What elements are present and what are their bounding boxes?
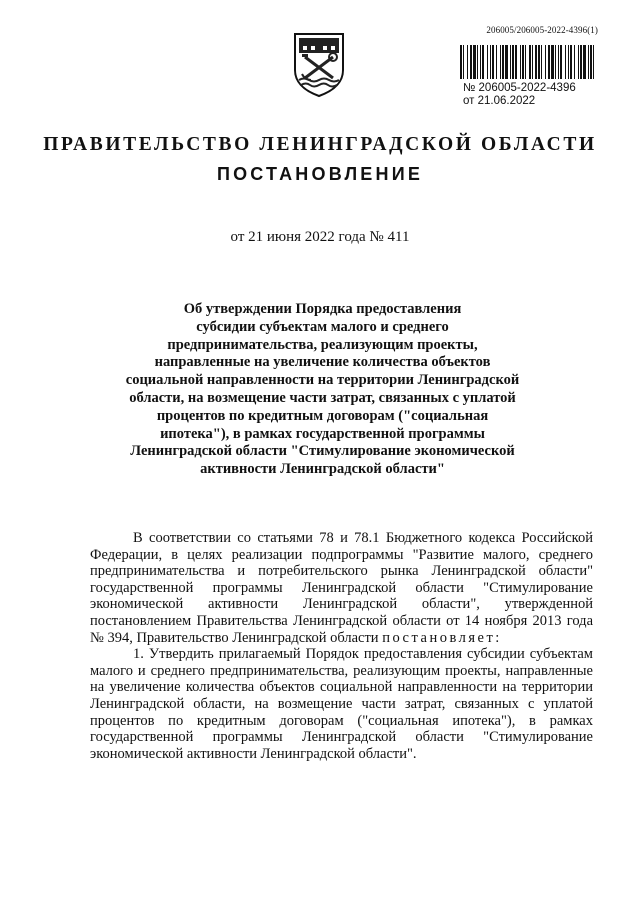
resolves-word: постановляет: [382,629,502,646]
document-id: 206005/206005-2022-4396(1) [486,25,598,35]
decree-date-number: от 21 июня 2022 года № 411 [230,229,410,245]
registration-number: № 206005-2022-4396 [463,82,576,94]
subject-line: активности Ленинградской области" [200,461,445,478]
subject-line: Ленинградской области "Стимулирование экономической [130,443,515,460]
preamble-text: В соответствии со статьями 78 и 78.1 Бюджетного кодекса Российской Федерации, в целях реализации подпрограммы "Развитие малого, среднего предпринимательства и потребительского рынка Ленинградской области" государственной программы Ленинградской области "Стимулирование экономической активности Ленинградской области", утвержденной постановлением Правительства Ленинградской области от 14 ноября 2013 года № 394, Правительство Ленинградской области [90,530,593,646]
decree-title: ПОСТАНОВЛЕНИЕ [216,164,424,184]
government-title: ПРАВИТЕЛЬСТВО ЛЕНИНГРАДСКОЙ ОБЛАСТИ [43,134,597,155]
decree-subject [95,301,550,479]
clause-1-paragraph: 1. Утвердить прилагаемый Порядок предоставления субсидии субъектам малого и среднего предпринимательства, реализующим проекты, направленные на увеличение количества объектов социальной направленности на территории Ленинградской области, на возмещение части затрат, связанных с уплатой процентов по кредитным договорам ("социальная ипотека"), в рамках государственной программы Ленинградской области "Стимулирование экономической активности Ленинградской области". [90,646,593,762]
barcode-icon [460,45,594,83]
registration-date: от 21.06.2022 [463,95,536,107]
subject-line: Об утверждении Порядка предоставления [183,301,462,317]
subject-line: ипотека"), в рамках государственной программы [160,425,485,442]
subject-line: субсидии субъектам малого и среднего [196,318,449,335]
registration-stamp [463,82,576,108]
subject-line: области, на возмещение части затрат, связанных с уплатой [129,389,516,406]
preamble-paragraph [90,530,593,646]
subject-line: социальной направленности на территории Ленинградской [125,372,520,389]
subject-line: предпринимательства, реализующим проекты, [167,336,478,353]
coat-of-arms-icon [290,30,348,98]
subject-line: процентов по кредитным договорам ("социальная [156,407,489,424]
decree-body [90,530,593,762]
subject-line: направленные на увеличение количества объектов [154,354,491,371]
